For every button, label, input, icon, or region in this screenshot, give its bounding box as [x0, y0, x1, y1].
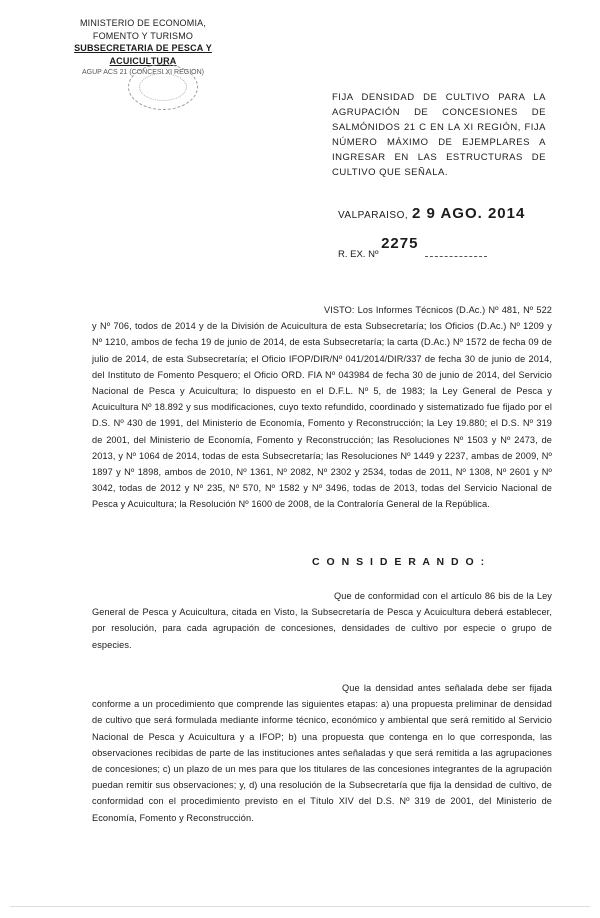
- date-stamp: 2 9 AGO. 2014: [412, 205, 526, 222]
- considerando-paragraph-2: [92, 680, 552, 826]
- considerando-paragraph-1: [92, 588, 552, 653]
- considerando-heading: C O N S I D E R A N D O :: [312, 556, 487, 568]
- visto-lead: VISTO:: [324, 305, 355, 315]
- visto-text: Los Informes Técnicos (D.Ac.) Nº 481, Nº 522 y Nº 706, todos de 2014 y de la División de Acuicultura de esta Subsecretaría; los Oficios (D.Ac.) Nº 1209 y Nº 1210, ambos de fecha 19 de junio de 2014, de esta Subsecretaría; la carta (D.Ac.) Nº 1572 de fecha 09 de julio de 2014, de esta Subsecretaría; el Oficio IFOP/DIR/Nº 041/2014/DIR/337 de fecha 30 de junio de 2014, del Instituto de Fomento Pesquero; el Oficio ORD. FIA Nº 043984 de fecha 30 de junio de 2014, del Servicio Nacional de Pesca y Acuicultura; lo dispuesto en el D.F.L. Nº 5, de 1983; la Ley General de Pesca y Acuicultura Nº 18.892 y sus modificaciones, cuyo texto refundido, coordinado y sistematizado fue fijado por el D.S. Nº 430 de 1991, del Ministerio de Economía, Fomento y Reconstrucción; la Ley 19.880; el D.S. Nº 319 de 2001, del Ministerio de Economía, Fomento y Reconstrucción; las Resoluciones Nº 1503 y Nº 2473, de 2013, y Nº 1064 de 2014, todas de esta Subsecretaría; las Resoluciones Nº 1449 y 2237, ambas de 2009, Nº 1897 y Nº 1898, ambos de 2010, Nº 1361, Nº 2082, Nº 2302 y 2534, todas de 2011, Nº 1308, Nº 2601 y Nº 3042, todas de 2012 y Nº 235, Nº 570, Nº 1582 y Nº 3496, todas de 2013, todas del Servicio Nacional de Pesca y Acuicultura; la Resolución Nº 1600 de 2008, de la Contraloría General de la República.: [92, 305, 552, 510]
- ministry-name: MINISTERIO DE ECONOMIA,: [79, 18, 207, 28]
- number-underline: [425, 256, 487, 257]
- c2-lead: Que la densidad antes señalada debe ser: [342, 683, 526, 693]
- resolution-subject: FIJA DENSIDAD DE CULTIVO PARA LA AGRUPACIÓN DE CONCESIONES DE SALMÓNIDOS 21 C EN LA XI REGIÓN, FIJA NÚMERO MÁXIMO DE EJEMPLARES A INGRESAR EN LAS ESTRUCTURAS DE CULTIVO QUE SEÑALA.: [332, 92, 546, 178]
- c2-text: fijada conforme a un procedimiento que comprende las siguientes etapas: a) una propuesta preliminar de densidad de cultivo que será formulada mediante informe técnico, económico y ambiental que será remitido al Servicio Nacional de Pesca y Acuicultura y a IFOP; b) una propuesta que contenga en lo que corresponda, las observaciones recibidas de parte de las instituciones antes señaladas y que será remitida a las agrupaciones de concesiones; c) un plazo de un mes para que los titulares de las concesiones integrantes de la agrupación puedan remitir sus observaciones; y, d) una resolución de la Subsecretaría que fija la densidad de cultivo, de conformidad con el procedimiento previsto en el Título XIV del D.S. Nº 319 de 2001, del Ministerio de Economía, Fomento y Reconstrucción.: [92, 683, 553, 823]
- resolution-number: [338, 235, 487, 261]
- c1-text: la Ley General de Pesca y Acuicultura, citada en Visto, la Subsecretaría de Pesca y Acuicultura deberá establecer, por resolución, para cada agrupación de concesiones, densidades de cultivo por especie o grupo de especies.: [92, 591, 552, 650]
- reference-code: AGUP ACS 21 (CONCESI XI REGION): [81, 69, 204, 76]
- resolution-number-value: 2275: [381, 235, 419, 252]
- official-seal-stamp: [128, 64, 198, 110]
- ministry-subtitle: FOMENTO Y TURISMO: [92, 30, 194, 41]
- visto-paragraph: [92, 302, 552, 513]
- page-bottom-edge: [10, 906, 590, 913]
- resolution-prefix: R. EX. Nº: [338, 249, 379, 260]
- date-city: VALPARAISO,: [338, 210, 409, 221]
- c1-lead: Que de conformidad con el artículo 86 bis de: [334, 591, 524, 601]
- undersecretariat-name: SUBSECRETARIA DE PESCA Y ACUICULTURA: [74, 43, 212, 66]
- resolution-date: [338, 205, 525, 222]
